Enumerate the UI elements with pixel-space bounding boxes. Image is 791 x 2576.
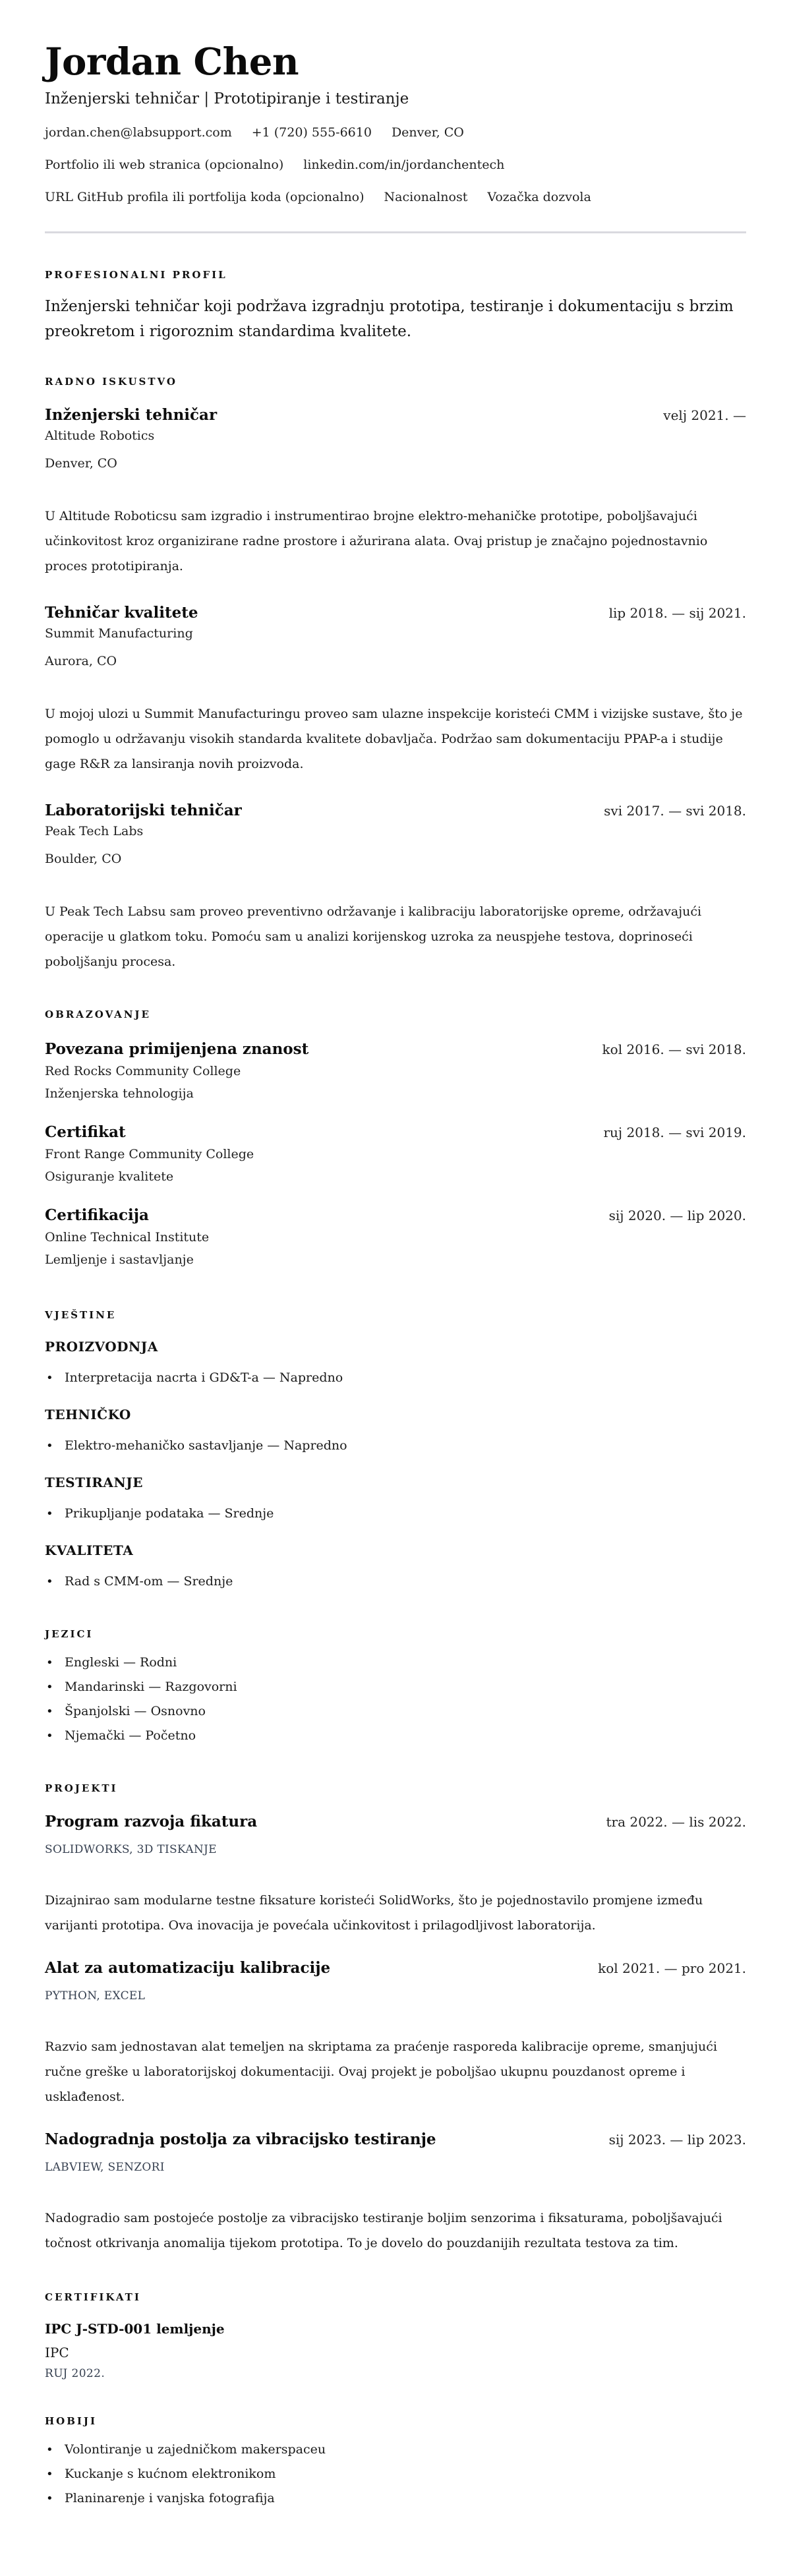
skill-category: KVALITETA: [45, 1542, 134, 1558]
resume-header: [45, 38, 746, 233]
skill-item: • Rad s CMM-om — Srednje: [45, 1569, 746, 1594]
project-entry: [45, 2129, 746, 2256]
project-tech: LABVIEW, SENZORI: [45, 2161, 165, 2174]
job-company: Altitude Robotics: [45, 428, 155, 443]
skill-group: [45, 1473, 746, 1526]
section-heading-certificates: CERTIFIKATI: [45, 2291, 141, 2303]
project-description: Razvio sam jednostavan alat temeljen na skriptama za praćenje rasporeda kalibracije opreme, smanjujući ručne greške u laboratorijskoj dokumentaciji. Ovaj projekt je poboljšao ukupnu pouzdanost opreme i usklađenost.: [45, 2039, 717, 2104]
profile-summary: Inženjerski tehničar koji podržava izgradnju prototipa, testiranje i dokumentaciju s brzim preokretom i rigoroznim standardima kvalitete.: [45, 298, 734, 340]
contact-line-1: [45, 123, 746, 142]
project-dates: sij 2023. — lip 2023.: [608, 2132, 746, 2148]
skill-category: TESTIRANJE: [45, 1475, 143, 1490]
skill-item: • Interpretacija nacrta i GD&T-a — Napredno: [45, 1366, 746, 1390]
job-dates: velj 2021. —: [663, 407, 746, 423]
hobby-item: • Kuckanje s kućnom elektronikom: [45, 2462, 746, 2486]
education-entry: [45, 1039, 746, 1105]
section-heading-profile: PROFESIONALNI PROFIL: [45, 269, 227, 281]
contact-line-3: [45, 188, 746, 206]
job-description: U mojoj ulozi u Summit Manufacturingu proveo sam ulazne inspekcije koristeći CMM i vizijske sustave, što je pomoglo u održavanju visokih standarda kvalitete dobavljača. Podržao sam dokumentaciju PPAP-a i studije gage R&R za lansiranja novih proizvoda.: [45, 707, 743, 771]
education-dates: kol 2016. — svi 2018.: [602, 1041, 746, 1057]
education-school: Front Range Community College: [45, 1147, 254, 1161]
certificate-title: IPC J-STD-001 lemljenje: [45, 2321, 225, 2337]
education-degree: Povezana primijenjena znanost: [45, 1040, 309, 1058]
certificates-section: [45, 2290, 746, 2382]
contact-linkedin[interactable]: linkedin.com/in/jordanchentech: [303, 158, 505, 172]
education-section: [45, 1007, 746, 1271]
skill-item: • Elektro-mehaničko sastavljanje — Napredno: [45, 1434, 746, 1458]
project-dates: tra 2022. — lis 2022.: [606, 1814, 746, 1830]
experience-section: [45, 374, 746, 974]
job-title: Inženjerski tehničar: [45, 406, 218, 424]
job-entry: [45, 800, 746, 974]
language-item: • Engleski — Rodni: [45, 1651, 746, 1675]
project-description: Dizajnirao sam modularne testne fiksature koristeći SolidWorks, što je pojednostavilo promjene između varijanti prototipa. Ova inovacija je povećala učinkovitost i prilagodljivost laboratorija.: [45, 1893, 703, 1933]
skill-group: [45, 1540, 746, 1594]
job-title: Tehničar kvalitete: [45, 604, 198, 622]
language-item: • Njemački — Početno: [45, 1724, 746, 1748]
education-entry: [45, 1122, 746, 1188]
education-school: Online Technical Institute: [45, 1230, 210, 1244]
section-heading-education: OBRAZOVANJE: [45, 1009, 151, 1020]
education-field: Lemljenje i sastavljanje: [45, 1252, 194, 1267]
contact-github[interactable]: URL GitHub profila ili portfolija koda (opcionalno): [45, 190, 365, 204]
header-divider: [45, 231, 746, 233]
job-entry: [45, 405, 746, 579]
education-dates: sij 2020. — lip 2020.: [608, 1208, 746, 1223]
education-school: Red Rocks Community College: [45, 1064, 241, 1078]
skill-category: PROIZVODNJA: [45, 1339, 158, 1355]
project-title: Program razvoja fikatura: [45, 1813, 258, 1830]
project-tech: PYTHON, EXCEL: [45, 1989, 146, 2003]
skill-category: TEHNIČKO: [45, 1407, 131, 1422]
project-title: Nadogradnja postolja za vibracijsko testiranje: [45, 2130, 436, 2148]
job-entry: [45, 602, 746, 776]
education-dates: ruj 2018. — svi 2019.: [603, 1125, 746, 1140]
certificate-entry: [45, 2319, 746, 2382]
contact-portfolio[interactable]: Portfolio ili web stranica (opcionalno): [45, 158, 284, 172]
candidate-headline: Inženjerski tehničar | Prototipiranje i testiranje: [45, 90, 409, 107]
education-entry: [45, 1205, 746, 1271]
language-item: • Španjolski — Osnovno: [45, 1699, 746, 1724]
job-title: Laboratorijski tehničar: [45, 802, 242, 819]
contact-nationality: Nacionalnost: [384, 190, 468, 204]
job-location: Denver, CO: [45, 456, 117, 471]
education-field: Inženjerska tehnologija: [45, 1086, 194, 1101]
project-description: Nadogradio sam postojeće postolje za vibracijsko testiranje boljim senzorima i fiksaturama, poboljšavajući točnost otkrivanja anomalija tijekom prototipa. To je dovelo do pouzdanijih rezultata testova za tim.: [45, 2211, 722, 2250]
language-item: • Mandarinski — Razgovorni: [45, 1675, 746, 1699]
job-location: Boulder, CO: [45, 852, 122, 866]
job-location: Aurora, CO: [45, 654, 117, 668]
skills-section: [45, 1308, 746, 1594]
section-heading-projects: PROJEKTI: [45, 1782, 118, 1794]
project-dates: kol 2021. — pro 2021.: [598, 1960, 746, 1976]
project-entry: [45, 1811, 746, 1938]
projects-section: [45, 1781, 746, 2256]
job-company: Summit Manufacturing: [45, 626, 193, 641]
contact-drivers-license: Vozačka dozvola: [487, 190, 591, 204]
contact-email[interactable]: jordan.chen@labsupport.com: [45, 125, 232, 140]
skill-group: [45, 1337, 746, 1390]
job-company: Peak Tech Labs: [45, 824, 144, 838]
education-degree: Certifikacija: [45, 1206, 149, 1224]
project-entry: [45, 1958, 746, 2109]
skill-item: • Prikupljanje podataka — Srednje: [45, 1502, 746, 1526]
job-description: U Peak Tech Labsu sam proveo preventivno održavanje i kalibraciju laboratorijske opreme, održavajući operacije u glatkom toku. Pomoću sam u analizi korijenskog uzroka za neuspjehe testova, doprinoseći poboljšanju procesa.: [45, 904, 702, 969]
contact-line-2: [45, 156, 746, 174]
hobby-item: • Volontiranje u zajedničkom makerspaceu: [45, 2438, 746, 2462]
section-heading-skills: VJEŠTINE: [45, 1309, 117, 1321]
hobby-item: • Planinarenje i vanjska fotografija: [45, 2486, 746, 2511]
skill-group: [45, 1405, 746, 1458]
contact-phone[interactable]: +1 (720) 555-6610: [251, 125, 372, 140]
job-description: U Altitude Roboticsu sam izgradio i instrumentirao brojne elektro-mehaničke prototipe, poboljšavajući učinkovitost kroz organizirane radne prostore i ažurirana alata. Ovaj pristup je značajno pojednostavnio proces prototipiranja.: [45, 509, 708, 573]
education-degree: Certifikat: [45, 1123, 126, 1141]
education-field: Osiguranje kvalitete: [45, 1169, 174, 1184]
section-heading-languages: JEZICI: [45, 1628, 94, 1640]
certificate-issuer: IPC: [45, 2345, 69, 2360]
section-heading-experience: RADNO ISKUSTVO: [45, 376, 177, 388]
profile-section: [45, 268, 746, 344]
hobbies-section: [45, 2414, 746, 2511]
job-dates: lip 2018. — sij 2021.: [608, 605, 746, 621]
languages-section: [45, 1627, 746, 1748]
project-tech: SOLIDWORKS, 3D TISKANJE: [45, 1843, 217, 1856]
contact-location: Denver, CO: [391, 125, 464, 140]
candidate-name: Jordan Chen: [45, 40, 299, 84]
section-heading-hobbies: HOBIJI: [45, 2415, 98, 2427]
certificate-date: RUJ 2022.: [45, 2367, 105, 2380]
project-title: Alat za automatizaciju kalibracije: [45, 1959, 331, 1977]
job-dates: svi 2017. — svi 2018.: [604, 803, 746, 819]
